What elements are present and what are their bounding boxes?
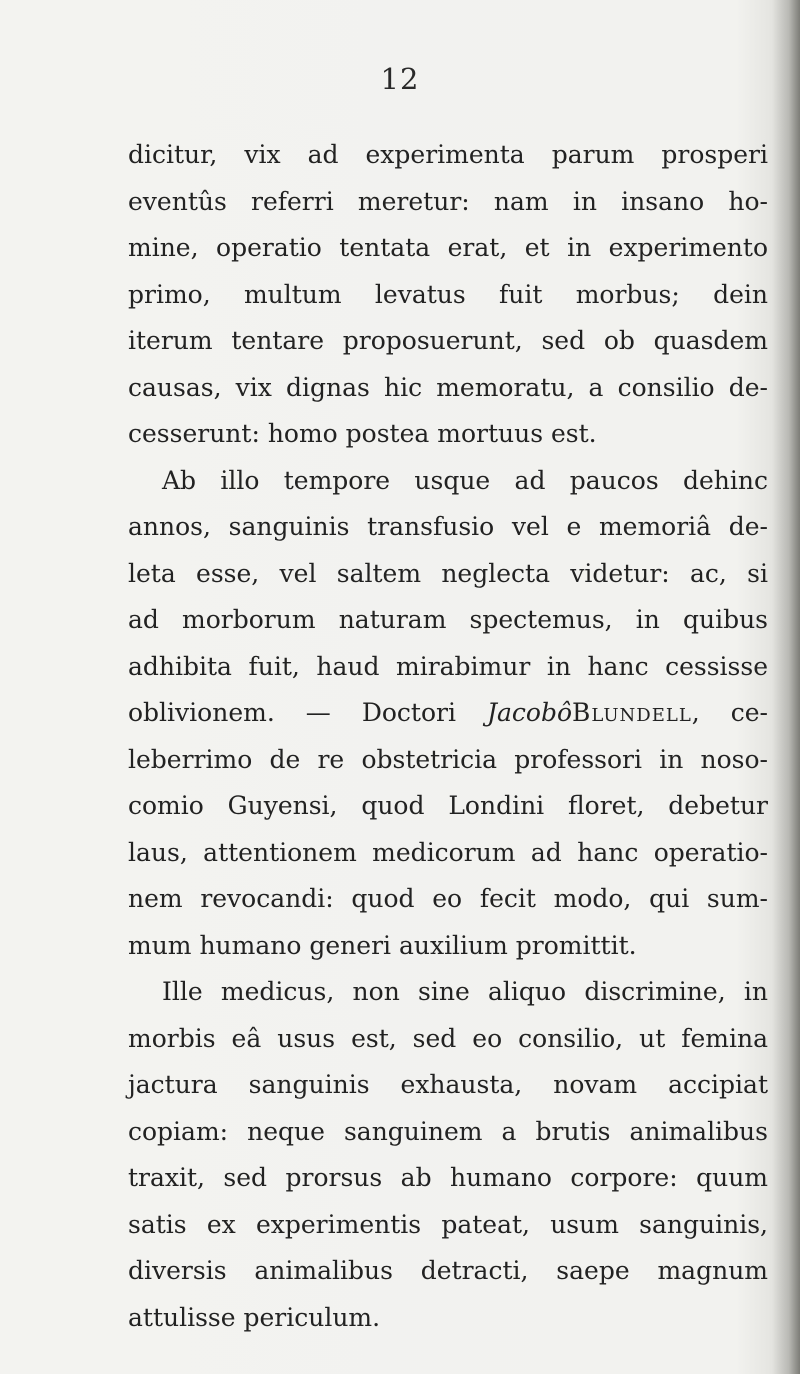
text-line: traxit, sed prorsus ab humano corpore: quum bbox=[128, 1163, 768, 1192]
text-line: causas, vix dignas hic memoratu, a consilio de- bbox=[128, 372, 768, 402]
text-line: dicitur, vix ad experimenta parum prosperi bbox=[128, 140, 768, 169]
text-line: cesserunt: homo postea mortuus est. bbox=[128, 419, 597, 448]
text-line: copiam: neque sanguinem a brutis animalibus bbox=[128, 1116, 768, 1146]
text-line: Ab illo tempore usque ad paucos dehinc bbox=[162, 465, 768, 495]
text-segment: , ce- bbox=[691, 698, 768, 727]
text-line: iterum tentare proposuerunt, sed ob quasdem bbox=[128, 326, 768, 355]
text-line: primo, multum levatus fuit morbus; dein bbox=[128, 279, 768, 309]
page-number: 12 bbox=[380, 62, 420, 96]
text-line: jactura sanguinis exhausta, novam accipiat bbox=[128, 1070, 768, 1099]
text-segment: oblivionem. — Doctori bbox=[128, 698, 487, 727]
text-line: satis ex experimentis pateat, usum sanguinis, bbox=[128, 1209, 768, 1239]
text-line: leberrimo de re obstetricia professori in noso- bbox=[128, 744, 768, 774]
body-text bbox=[128, 132, 768, 1341]
text-line: leta esse, vel saltem neglecta videtur: ac, si bbox=[128, 558, 768, 588]
text-line: comio Guyensi, quod Londini floret, debetur bbox=[128, 791, 768, 820]
text-line: laus, attentionem medicorum ad hanc operatio- bbox=[128, 837, 768, 867]
text-line: adhibita fuit, haud mirabimur in hanc cessisse bbox=[128, 651, 768, 681]
page-edge-shadow bbox=[772, 0, 800, 1374]
author-surname: Blundell bbox=[572, 698, 692, 727]
text-line: ad morborum naturam spectemus, in quibus bbox=[128, 605, 768, 634]
text-line: mum humano generi auxilium promittit. bbox=[128, 930, 637, 960]
text-line: eventûs referri meretur: nam in insano ho- bbox=[128, 186, 768, 216]
text-line: diversis animalibus detracti, saepe magnum bbox=[128, 1256, 768, 1285]
text-line: mine, operatio tentata erat, et in experimento bbox=[128, 233, 768, 262]
text-line: nem revocandi: quod eo fecit modo, qui sum- bbox=[128, 884, 768, 913]
text-line: annos, sanguinis transfusio vel e memoriâ de- bbox=[128, 512, 768, 541]
text-line: attulisse periculum. bbox=[128, 1302, 381, 1332]
text-line-blundell bbox=[128, 690, 768, 737]
text-line: Ille medicus, non sine aliquo discrimine, in bbox=[162, 977, 768, 1006]
text-line: morbis eâ usus est, sed eo consilio, ut femina bbox=[128, 1023, 768, 1053]
author-firstname: Jacobô bbox=[486, 698, 573, 727]
